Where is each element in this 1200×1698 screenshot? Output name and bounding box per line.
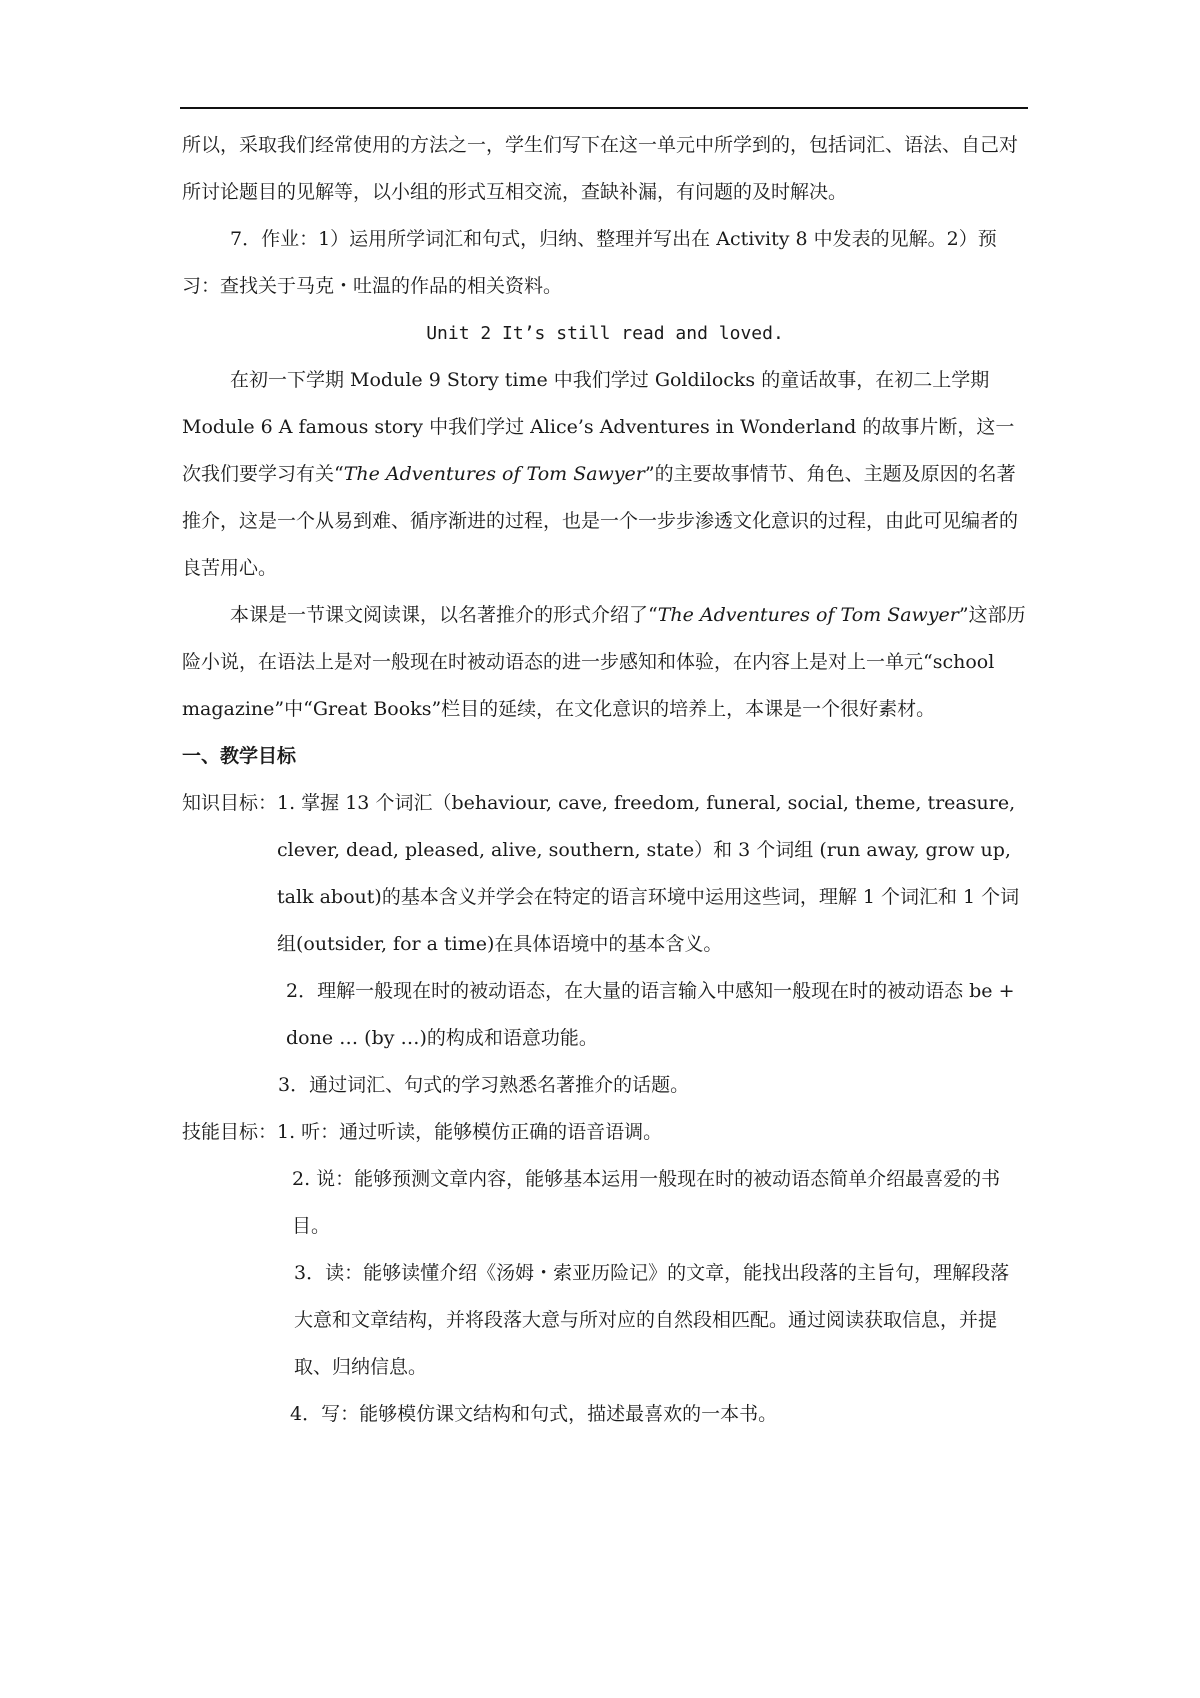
paragraph-homework: 7．作业：1）运用所学词汇和句式，归纳、整理并写出在 Activity 8 中发表的见解。2）预习：查找关于马克・吐温的作品的相关资料。: [182, 228, 997, 297]
skill-item-1: 1. 听：通过听读，能够模仿正确的语音语调。: [277, 1121, 663, 1143]
document-body: [182, 122, 1028, 1438]
knowledge-label: 知识目标：: [182, 792, 278, 814]
knowledge-item-3: 3．通过词汇、句式的学习熟悉名著推介的话题。: [278, 1074, 690, 1096]
paragraph-lesson-intro-text-2: ”这部历险小说，在语法上是对一般现在时被动语态的进一步感知和体验，在内容上是对上一单元“school magazine”中“Great Books”栏目的延续，在文化意识的培养上，本课是一个很好素材。: [182, 604, 1026, 720]
skill-item-2: 2. 说：能够预测文章内容，能够基本运用一般现在时的被动语态简单介绍最喜爱的书目。: [292, 1168, 1001, 1237]
paragraph-lesson-intro-text-1: 本课是一节课文阅读课，以名著推介的形式介绍了“: [230, 604, 658, 626]
skill-item-4: 4．写：能够模仿课文结构和句式，描述最喜欢的一本书。: [290, 1403, 778, 1425]
knowledge-objective-1: [182, 780, 1028, 968]
knowledge-item-1: 1. 掌握 13 个词汇（behaviour, cave, freedom, funeral, social, theme, treasure, clever, dead, pleased, alive, southern, state）和 3 个词组 (run away, grow up, talk about)的基本含义并学会在特定的语言环境中运用这些词，理解 1 个词汇和 1 个词组(outsider, for a time)在具体语境中的基本含义。: [277, 792, 1020, 955]
header-rule: [180, 107, 1028, 109]
paragraph-method: 所以，采取我们经常使用的方法之一，学生们写下在这一单元中所学到的，包括词汇、语法、自己对所讨论题目的见解等，以小组的形式互相交流，查缺补漏，有问题的及时解决。: [182, 134, 1019, 203]
skill-item-3: 3．读：能够读懂介绍《汤姆・索亚历险记》的文章，能找出段落的主旨句，理解段落大意和文章结构，并将段落大意与所对应的自然段相匹配。通过阅读获取信息，并提取、归纳信息。: [294, 1262, 1010, 1378]
skill-objective-1: [182, 1109, 1028, 1156]
unit-title: Unit 2 It’s still read and loved.: [426, 323, 784, 344]
paragraph-lesson-intro: [182, 592, 1028, 733]
section-heading: 一、教学目标: [182, 745, 297, 767]
paragraph-background-text-1: 在初一下学期 Module 9 Story time 中我们学过 Goldilocks 的童话故事，在初二上学期 Module 6 A famous story 中我们学过 Alice’s Adventures in Wonderland 的故事片断，这一次我们要学习有关“: [182, 369, 1015, 485]
paragraph-background: [182, 357, 1028, 592]
skills-label: 技能目标：: [182, 1121, 278, 1143]
knowledge-item-2: 2．理解一般现在时的被动语态，在大量的语言输入中感知一般现在时的被动语态 be + done … (by …)的构成和语意功能。: [286, 980, 1015, 1049]
book-title: The Adventures of Tom Sawyer: [343, 463, 645, 485]
book-title: The Adventures of Tom Sawyer: [657, 604, 959, 626]
paragraph-background-text-2: ”的主要故事情节、角色、主题及原因的名著推介，这是一个从易到难、循序渐进的过程，也是一个一步步渗透文化意识的过程，由此可见编者的良苦用心。: [182, 463, 1019, 579]
